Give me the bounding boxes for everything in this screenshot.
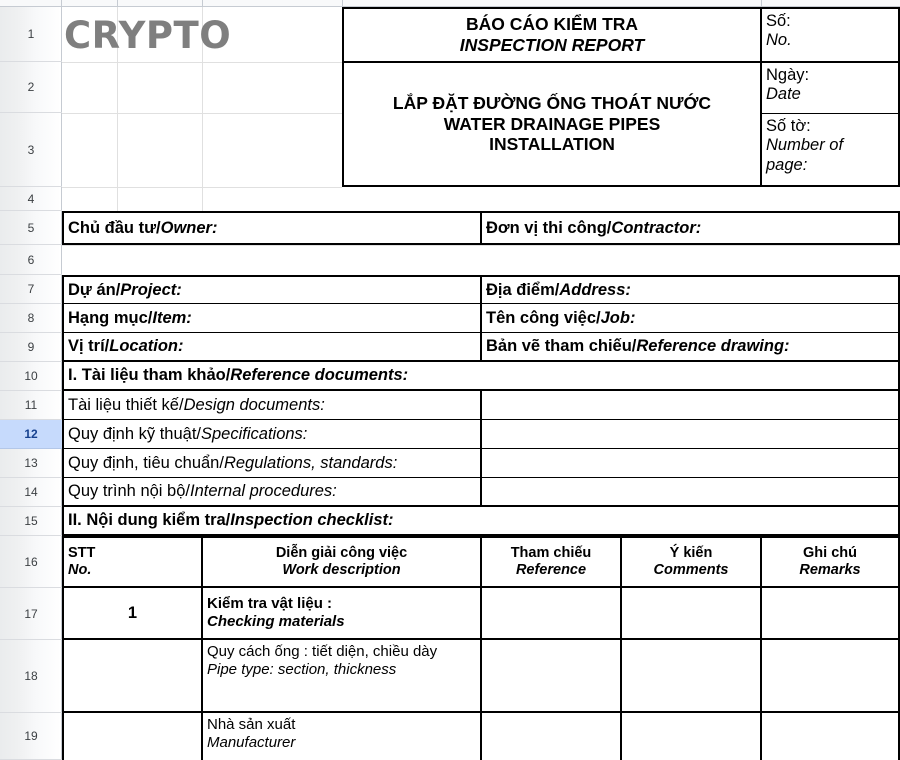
table-row-3-remarks[interactable]	[762, 713, 900, 760]
row-number: 13	[24, 456, 38, 470]
regulations-vi: Quy định, tiêu chuẩn/	[68, 453, 224, 472]
row-header-3[interactable]	[0, 113, 62, 187]
internal-procedures-vi: Quy trình nội bộ/	[68, 482, 190, 500]
design-documents-en: Design documents:	[183, 395, 325, 414]
table-row-3-comments[interactable]	[622, 713, 762, 760]
row-number: 3	[27, 142, 35, 157]
section-2-heading[interactable]	[62, 507, 900, 536]
column-divider	[342, 0, 343, 7]
internal-procedures-en: Internal procedures:	[190, 482, 337, 500]
section-1-heading[interactable]	[62, 362, 900, 391]
address-label-vi: Địa điểm/	[486, 280, 560, 299]
table-row-1-comments[interactable]	[622, 588, 762, 640]
row-number: 15	[24, 514, 38, 528]
table-row-1-reference[interactable]	[482, 588, 622, 640]
specifications-en: Specifications:	[201, 424, 308, 443]
row-number: 12	[24, 427, 38, 441]
table-row-1-remarks[interactable]	[762, 588, 900, 640]
job-label-en: Job:	[600, 308, 636, 327]
row-number: 2	[27, 80, 35, 94]
row-header-8[interactable]	[0, 304, 62, 333]
row-number: 8	[27, 311, 35, 325]
column-divider	[61, 0, 62, 7]
row-number: 17	[24, 606, 38, 621]
report-date-cell[interactable]	[762, 63, 900, 114]
project-field[interactable]	[62, 275, 482, 304]
row-number-value: 1	[127, 603, 138, 622]
col-header-reference[interactable]	[482, 536, 622, 588]
col-header-description-vi: Diễn giải công việc	[275, 544, 408, 561]
col-header-remarks-vi: Ghi chú	[803, 544, 857, 561]
number-label-vi: Số:	[766, 12, 791, 30]
table-row-2-no[interactable]	[62, 640, 203, 713]
item-field[interactable]	[62, 304, 482, 333]
job-field[interactable]	[482, 304, 900, 333]
report-title-cell[interactable]	[342, 7, 762, 63]
table-row-1-description[interactable]	[203, 588, 482, 640]
job-label-vi: Tên công việc/	[486, 308, 601, 327]
regulations-value-cell[interactable]	[482, 449, 900, 478]
report-title-en: INSPECTION REPORT	[459, 35, 645, 55]
col-header-no[interactable]	[62, 536, 203, 588]
internal-procedures-label-cell[interactable]	[62, 478, 482, 507]
row-header-12[interactable]	[0, 420, 62, 449]
gridline-horizontal	[62, 245, 900, 246]
design-documents-vi: Tài liệu thiết kế/	[68, 395, 184, 414]
row-header-2[interactable]	[0, 62, 62, 113]
specifications-vi: Quy định kỹ thuật/	[68, 424, 201, 443]
owner-field[interactable]	[62, 211, 482, 245]
gridline-horizontal	[62, 62, 342, 63]
report-number-cell[interactable]	[762, 7, 900, 63]
row-header-1[interactable]	[0, 7, 62, 62]
contractor-label-en: Contractor:	[611, 218, 702, 237]
table-row-2-description[interactable]	[203, 640, 482, 713]
col-header-comments-vi: Ý kiến	[669, 544, 713, 561]
row-header-7[interactable]	[0, 275, 62, 304]
row-number: 10	[24, 369, 38, 383]
row-desc-vi: Kiểm tra vật liệu :	[207, 595, 333, 613]
subject-en-line2: INSTALLATION	[489, 134, 615, 155]
location-field[interactable]	[62, 333, 482, 362]
pages-label-en-line2: page:	[766, 155, 808, 174]
table-row-3-reference[interactable]	[482, 713, 622, 760]
specifications-label-cell[interactable]	[62, 420, 482, 449]
regulations-en: Regulations, standards:	[223, 453, 398, 472]
internal-procedures-value-cell[interactable]	[482, 478, 900, 507]
row-number: 19	[24, 729, 38, 743]
reference-drawing-field[interactable]	[482, 333, 900, 362]
col-header-reference-en: Reference	[515, 562, 587, 578]
contractor-field[interactable]	[482, 211, 900, 245]
row-header-5[interactable]	[0, 211, 62, 245]
row-header-4[interactable]	[0, 187, 62, 211]
pages-label-vi: Số tờ:	[766, 117, 811, 135]
design-documents-label-cell[interactable]	[62, 391, 482, 420]
row-number: 5	[27, 220, 35, 235]
row-header-14[interactable]	[0, 478, 62, 507]
location-label-en: Location:	[109, 337, 184, 355]
section-2-heading-en: Inspection checklist:	[230, 511, 394, 529]
regulations-label-cell[interactable]	[62, 449, 482, 478]
row-header-10[interactable]	[0, 362, 62, 391]
col-header-remarks[interactable]	[762, 536, 900, 588]
row-number: 6	[27, 252, 35, 267]
row-number: 7	[27, 282, 35, 296]
table-row-2-comments[interactable]	[622, 640, 762, 713]
col-header-no-en: No.	[68, 562, 92, 578]
refdrawing-label-vi: Bản vẽ tham chiếu/	[486, 337, 637, 355]
col-header-comments[interactable]	[622, 536, 762, 588]
column-divider	[202, 0, 203, 7]
column-header-band[interactable]	[0, 0, 900, 7]
row-number: 1	[27, 27, 35, 41]
contractor-label-vi: Đơn vị thi công/	[486, 218, 612, 237]
design-documents-value-cell[interactable]	[482, 391, 900, 420]
col-header-description[interactable]	[203, 536, 482, 588]
project-label-vi: Dự án/	[68, 280, 121, 299]
row-header-11[interactable]	[0, 391, 62, 420]
owner-label-en: Owner:	[160, 218, 218, 237]
row-header-13[interactable]	[0, 449, 62, 478]
table-row-2-reference[interactable]	[482, 640, 622, 713]
row-header-15[interactable]	[0, 507, 62, 536]
table-row-2-remarks[interactable]	[762, 640, 900, 713]
item-label-vi: Hạng mục/	[68, 308, 153, 327]
row-number: 4	[27, 191, 35, 206]
item-label-en: Item:	[152, 308, 192, 327]
row-number: 14	[24, 485, 38, 499]
row-desc-en: Manufacturer	[207, 733, 296, 751]
report-pages-cell[interactable]	[762, 114, 900, 187]
gridline-horizontal	[62, 113, 342, 114]
row-number: 16	[24, 554, 38, 569]
company-logo: CRYPTO	[64, 14, 232, 57]
column-divider	[117, 0, 118, 7]
row-desc-en: Checking materials	[207, 613, 345, 630]
col-header-comments-en: Comments	[653, 562, 729, 578]
subject-en-line1: WATER DRAINAGE PIPES	[443, 113, 661, 134]
subject-vi: LẮP ĐẶT ĐƯỜNG ỐNG THOÁT NƯỚC	[392, 93, 712, 114]
report-title-vi: BÁO CÁO KIỂM TRA	[465, 14, 639, 35]
row-header-18[interactable]	[0, 640, 62, 713]
row-desc-vi: Nhà sản xuất	[207, 716, 296, 733]
table-row-3-no[interactable]	[62, 713, 203, 760]
col-header-reference-vi: Tham chiếu	[510, 544, 592, 561]
report-subject-cell[interactable]	[342, 63, 762, 187]
gridline-horizontal	[62, 187, 342, 188]
col-header-remarks-en: Remarks	[799, 562, 861, 578]
row-header-17[interactable]	[0, 588, 62, 640]
grid-area	[62, 7, 900, 760]
row-desc-en: Pipe type: section, thickness	[207, 660, 397, 678]
table-row-3-description[interactable]	[203, 713, 482, 760]
number-label-en: No.	[766, 31, 792, 50]
row-desc-vi: Quy cách ống : tiết diện, chiều dày	[207, 643, 438, 660]
col-header-description-en: Work description	[282, 562, 401, 578]
refdrawing-label-en: Reference drawing:	[636, 337, 790, 355]
row-header-16[interactable]	[0, 536, 62, 588]
row-header-19[interactable]	[0, 713, 62, 760]
section-1-heading-vi: I. Tài liệu tham khảo/	[68, 366, 231, 384]
pages-label-en-line1: Number of	[766, 136, 844, 155]
address-label-en: Address:	[559, 280, 631, 299]
section-2-heading-vi: II. Nội dung kiểm tra/	[68, 511, 231, 529]
date-label-vi: Ngày:	[766, 66, 810, 84]
section-1-heading-en: Reference documents:	[230, 366, 409, 384]
specifications-value-cell[interactable]	[482, 420, 900, 449]
row-number: 18	[24, 669, 38, 683]
location-label-vi: Vị trí/	[68, 337, 110, 355]
owner-label-vi: Chủ đầu tư/	[68, 218, 161, 237]
table-row-1-no[interactable]	[62, 588, 203, 640]
date-label-en: Date	[766, 85, 801, 104]
row-number: 11	[24, 398, 38, 412]
row-header-9[interactable]	[0, 333, 62, 362]
column-divider	[761, 0, 762, 7]
row-header-6[interactable]	[0, 245, 62, 275]
project-label-en: Project:	[120, 280, 182, 299]
col-header-no-vi: STT	[68, 544, 96, 561]
address-field[interactable]	[482, 275, 900, 304]
row-number: 9	[27, 340, 35, 354]
